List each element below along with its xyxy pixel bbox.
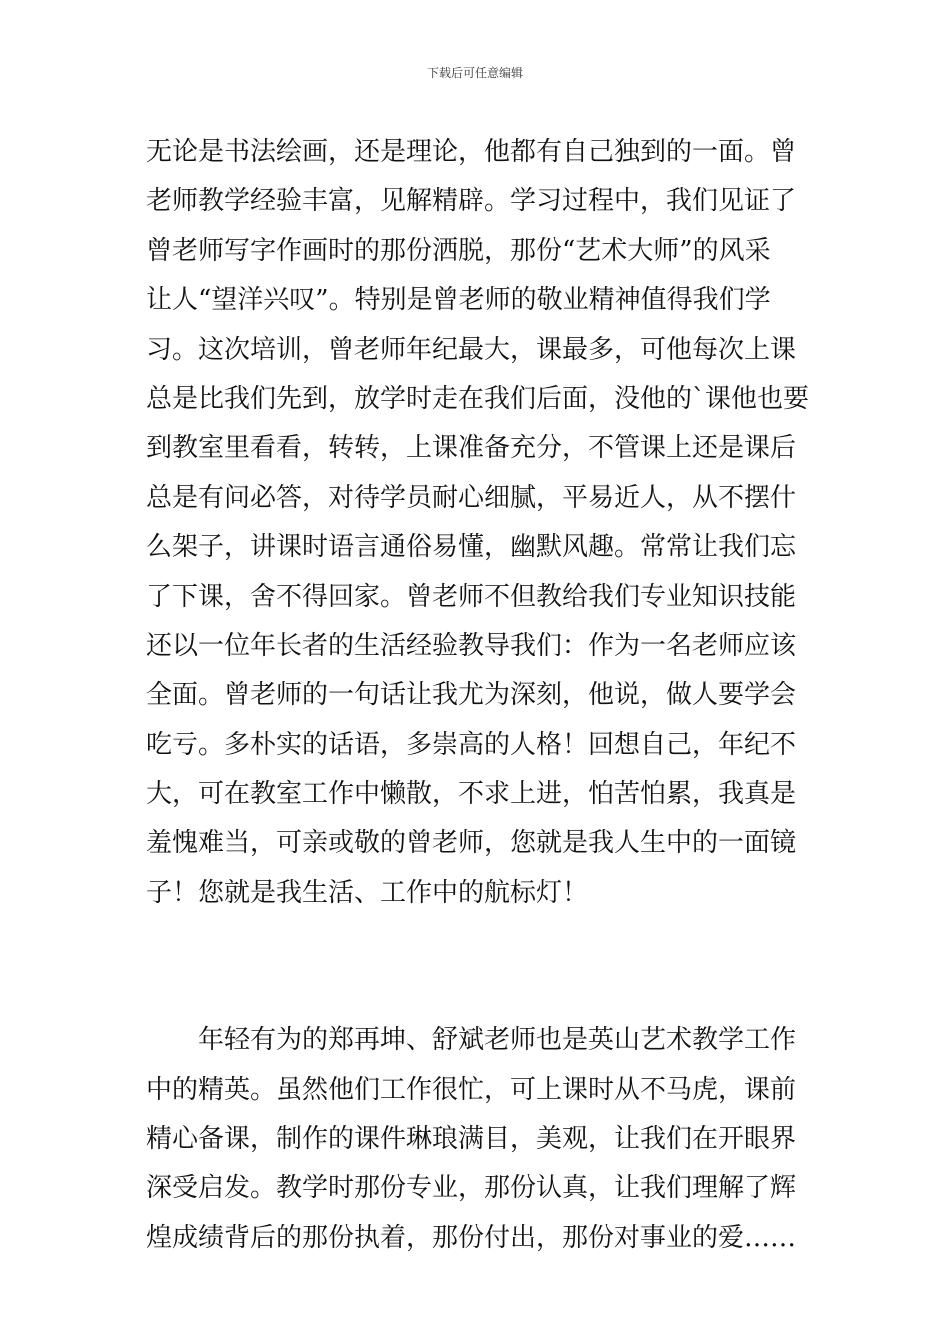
text-line: 煌成绩背后的那份执着，那份付出，那份对事业的爱…… — [146, 1222, 797, 1253]
text-line: 到教室里看看，转转，上课准备充分，不管课上还是课后 — [146, 433, 797, 464]
text-line: 精心备课，制作的课件琳琅满目，美观，让我们在开眼界 — [146, 1124, 797, 1155]
text-line: 让人“望洋兴叹”。特别是曾老师的敬业精神值得我们学 — [146, 285, 771, 316]
text-line: 子！您就是我生活、工作中的航标灯！ — [146, 877, 589, 908]
text-line: 羞愧难当，可亲或敬的曾老师，您就是我人生中的一面镜 — [146, 828, 797, 859]
text-line: 总是比我们先到，放学时走在我们后面，没他的`课他也要 — [146, 383, 810, 414]
paragraph-2 — [146, 1016, 811, 1263]
text-line: 老师教学经验丰富，见解精辟。学习过程中，我们见证了 — [146, 186, 797, 217]
document-body — [146, 128, 811, 1263]
text-line: 无论是书法绘画，还是理论，他都有自己独到的一面。曾 — [146, 137, 797, 167]
text-line: 吃亏。多朴实的话语，多崇高的人格！回想自己，年纪不 — [146, 729, 797, 760]
text-line: 年轻有为的郑再坤、舒斌老师也是英山艺术教学工作 — [198, 1025, 797, 1056]
text-line: 习。这次培训，曾老师年纪最大，课最多，可他每次上课 — [146, 334, 797, 365]
text-line: 还以一位年长者的生活经验教导我们：作为一名老师应该 — [146, 630, 797, 661]
text-line: 深受启发。教学时那份专业，那份认真，让我们理解了辉 — [146, 1173, 797, 1204]
text-line: 全面。曾老师的一句话让我尤为深刻，他说，做人要学会 — [146, 680, 797, 711]
paragraph-spacer — [146, 918, 811, 1016]
text-line: 了下课，舍不得回家。曾老师不但教给我们专业知识技能 — [146, 581, 797, 612]
text-line: 大，可在教室工作中懒散，不求上进，怕苦怕累，我真是 — [146, 779, 797, 810]
text-line: 么架子，讲课时语言通俗易懂，幽默风趣。常常让我们忘 — [146, 532, 797, 563]
text-line: 总是有问必答，对待学员耐心细腻，平易近人，从不摆什 — [146, 482, 797, 513]
paragraph-1 — [146, 128, 811, 918]
text-line: 中的精英。虽然他们工作很忙，可上课时从不马虎，课前 — [146, 1074, 797, 1105]
text-line: 曾老师写字作画时的那份洒脱，那份“艺术大师”的风采 — [146, 235, 771, 266]
page-header: 下载后可任意编辑 — [426, 66, 523, 80]
